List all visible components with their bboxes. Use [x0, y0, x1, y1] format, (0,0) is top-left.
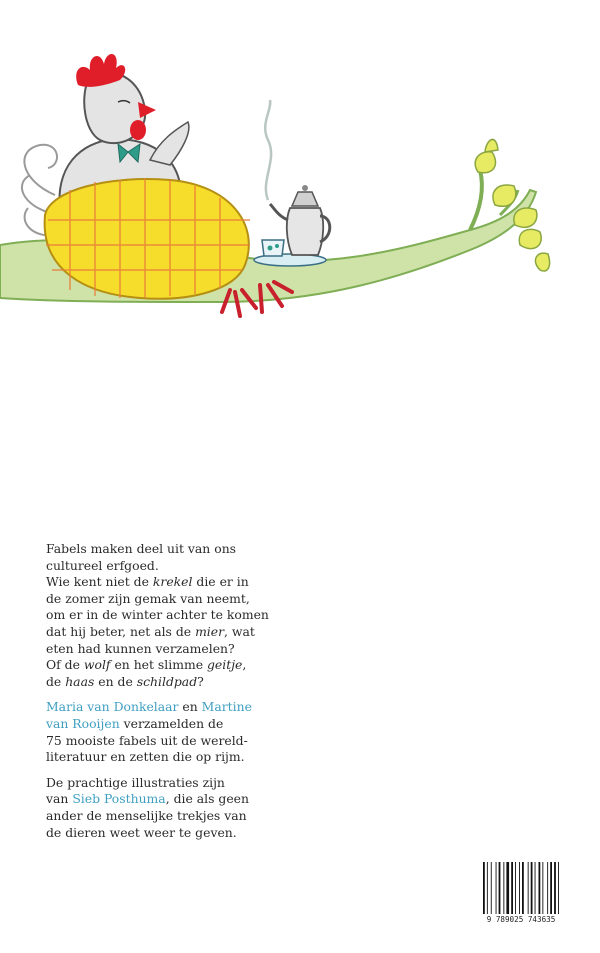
barcode-bar	[547, 862, 548, 914]
blurb-line	[46, 607, 296, 624]
barcode-bar	[503, 862, 504, 914]
barcode-bar	[491, 862, 492, 914]
blurb-line	[46, 733, 296, 750]
blurb-paragraph-3	[46, 775, 296, 841]
blurb-text: van	[46, 791, 73, 807]
blurb-line	[46, 808, 296, 825]
blurb-line	[46, 591, 296, 608]
blurb-text: de	[46, 673, 66, 689]
blurb-text: ander de menselijke trekjes van	[46, 807, 247, 823]
barcode-bar	[539, 862, 541, 914]
barcode-bar	[531, 862, 533, 914]
blurb-text: wolf	[83, 657, 111, 673]
blurb-text: ?	[197, 673, 204, 689]
blurb-text: om er in de winter achter te komen	[46, 607, 269, 623]
blurb-text: geitje	[207, 657, 243, 673]
blurb-text: cultureel erfgoed.	[46, 557, 159, 573]
barcode-icon	[481, 862, 561, 924]
teacup-icon	[262, 240, 284, 256]
blurb-line	[46, 699, 296, 716]
back-cover-blurb	[46, 541, 296, 850]
blurb-text: dat hij beter, net als de	[46, 623, 196, 639]
barcode-digits: 9 789025 743635	[486, 915, 556, 924]
blurb-line	[46, 624, 296, 641]
barcode-bar	[515, 862, 516, 914]
barcode-bar	[511, 862, 513, 914]
blurb-paragraph-1	[46, 541, 296, 690]
blurb-line	[46, 657, 296, 674]
barcode-bar	[506, 862, 509, 914]
blurb-text: , wat	[224, 623, 255, 639]
blurb-text: eten had kunnen verzamelen?	[46, 640, 235, 656]
blurb-line	[46, 674, 296, 691]
blurb-text: en het slimme	[110, 657, 207, 673]
blurb-text: de dieren weet weer te geven.	[46, 824, 237, 840]
barcode-bar	[496, 862, 497, 914]
blurb-text: krekel	[152, 574, 193, 590]
barcode-bar	[550, 862, 552, 914]
barcode-bar	[487, 862, 488, 914]
contributor-name: Maria van Donkelaar	[46, 699, 179, 715]
contributor-name: Martine	[201, 699, 252, 715]
blurb-text: ,	[242, 657, 247, 673]
blurb-text: 75 mooiste fabels uit de wereld-	[46, 732, 248, 748]
barcode-bar	[499, 862, 501, 914]
leaves-icon	[475, 139, 549, 271]
blurb-text: Of de	[46, 657, 84, 673]
barcode-bar	[522, 862, 524, 914]
blurb-text: haas	[65, 673, 95, 689]
blurb-text: Fabels maken deel uit van ons	[46, 541, 237, 556]
rooster-illustration	[0, 40, 600, 340]
blurb-line	[46, 641, 296, 658]
barcode-bar	[558, 862, 559, 914]
barcode-bar	[519, 862, 520, 914]
blurb-text: De prachtige illustraties zijn	[46, 774, 225, 790]
contributor-name: Sieb Posthuma	[72, 791, 166, 807]
blurb-text: en	[178, 699, 202, 715]
contributor-name: van Rooijen	[46, 715, 120, 731]
blurb-text: , die als geen	[165, 791, 249, 807]
barcode-bar	[535, 862, 536, 914]
blurb-line	[46, 558, 296, 575]
blurb-text: Wie kent niet de	[46, 574, 153, 590]
blurb-text: schildpad	[136, 673, 198, 689]
blurb-line	[46, 574, 296, 591]
barcode-bar	[483, 862, 485, 914]
blurb-paragraph-2	[46, 699, 296, 765]
blurb-text: mier	[195, 623, 225, 639]
blurb-line	[46, 716, 296, 733]
blurb-text: de zomer zijn gemak van neemt,	[46, 590, 250, 606]
blurb-text: en de	[94, 673, 137, 689]
blurb-line	[46, 541, 296, 558]
blurb-text: literatuur en zetten die op rijm.	[46, 749, 245, 765]
steam	[265, 100, 271, 200]
blurb-text: verzamelden de	[119, 715, 224, 731]
blurb-line	[46, 775, 296, 792]
blurb-line	[46, 749, 296, 766]
blurb-line	[46, 825, 296, 842]
barcode-bar	[528, 862, 529, 914]
blurb-line	[46, 791, 296, 808]
barcode-bar	[554, 862, 556, 914]
blurb-text: die er in	[192, 574, 249, 590]
barcode-bar	[542, 862, 543, 914]
